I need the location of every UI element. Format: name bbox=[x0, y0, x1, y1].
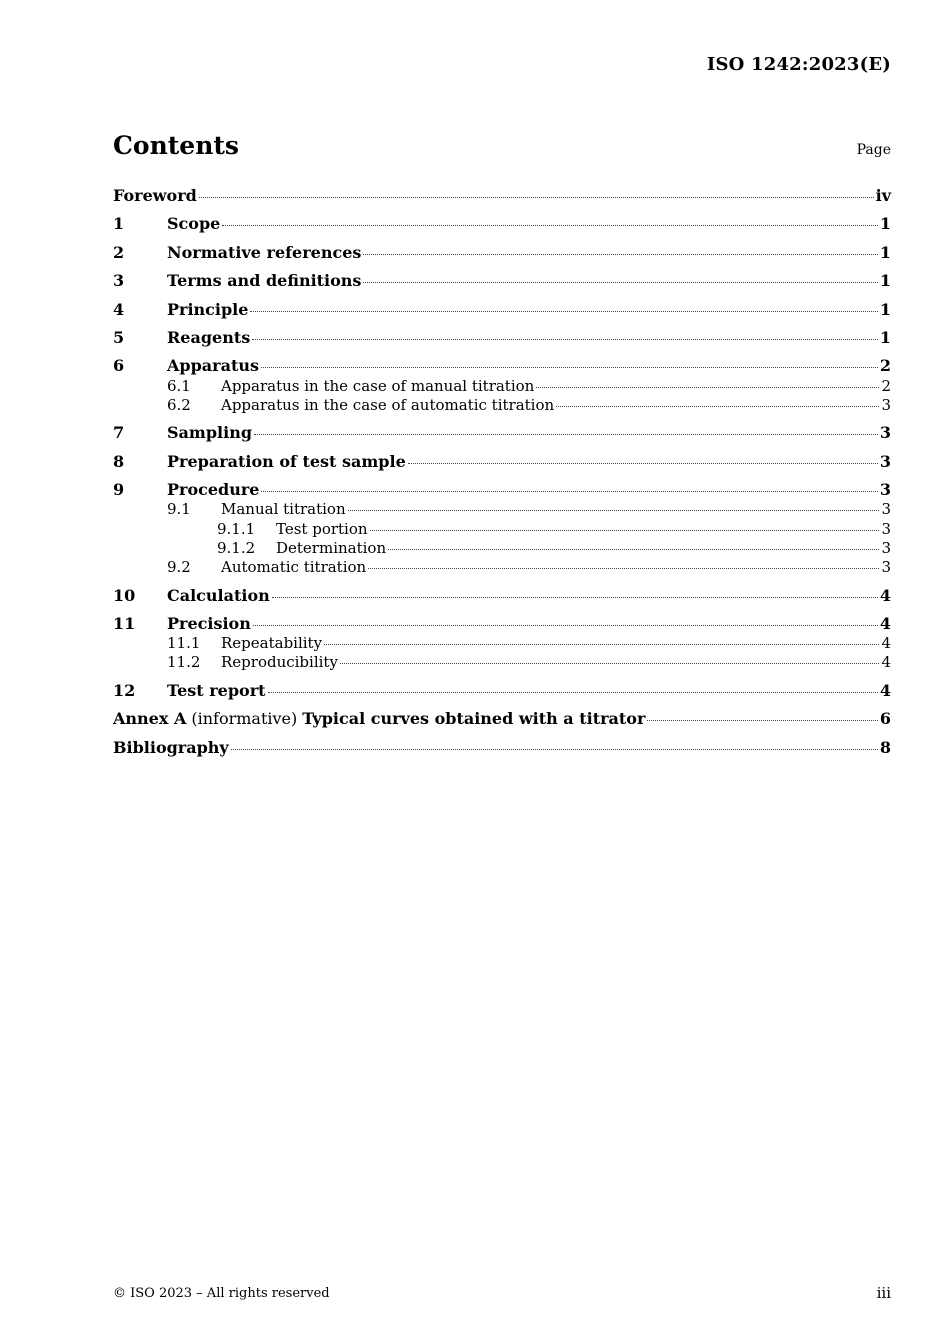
toc-entry-title: Calculation bbox=[167, 586, 270, 605]
toc-entry-page: 1 bbox=[879, 300, 891, 319]
toc-entry-page: 3 bbox=[879, 480, 891, 499]
toc-entry-reagents[interactable] bbox=[113, 328, 891, 350]
dot-leader bbox=[222, 225, 878, 226]
contents-title: Contents bbox=[113, 131, 240, 160]
toc-entry-number: 11.1 bbox=[167, 634, 201, 652]
toc-entry-title: Sampling bbox=[167, 423, 253, 442]
toc-entry-foreword[interactable] bbox=[113, 186, 891, 208]
dot-leader bbox=[536, 387, 879, 388]
toc-entry-number: 8 bbox=[113, 452, 125, 471]
toc-entry-page: 3 bbox=[881, 558, 891, 576]
document-id: ISO 1242:2023(E) bbox=[706, 54, 891, 75]
toc-entry-normative-references[interactable] bbox=[113, 243, 891, 265]
toc-entry-title: Principle bbox=[167, 300, 249, 319]
toc-entry-title: Reagents bbox=[167, 328, 251, 347]
toc-entry-page: 3 bbox=[879, 423, 891, 442]
toc-entry-number: 7 bbox=[113, 423, 125, 442]
dot-leader bbox=[408, 463, 878, 464]
toc-entry-number: 6.1 bbox=[167, 377, 191, 395]
toc-entry-number: 1 bbox=[113, 214, 125, 233]
toc-entry-title: Normative references bbox=[167, 243, 362, 262]
toc-entry-title: Terms and definitions bbox=[167, 271, 362, 290]
toc-entry-repeatability[interactable] bbox=[113, 634, 891, 653]
toc-entry-title: Automatic titration bbox=[221, 558, 367, 576]
toc-entry-title: Apparatus in the case of manual titration bbox=[221, 377, 535, 395]
toc-entry-number: 4 bbox=[113, 300, 125, 319]
toc-entry-number: 9.2 bbox=[167, 558, 191, 576]
dot-leader bbox=[370, 530, 880, 531]
toc-entry-title: Repeatability bbox=[221, 634, 323, 652]
toc-entry-principle[interactable] bbox=[113, 300, 891, 322]
toc-entry-title: Procedure bbox=[167, 480, 260, 499]
toc-entry-apparatus-automatic[interactable] bbox=[113, 396, 891, 415]
toc-entry-annex-a[interactable] bbox=[113, 709, 891, 731]
toc-entry-title: Determination bbox=[276, 539, 387, 557]
page-column-label: Page bbox=[856, 142, 891, 158]
toc-entry-number: 9.1.1 bbox=[217, 520, 256, 538]
toc-entry-terms-and-definitions[interactable] bbox=[113, 271, 891, 293]
dot-leader bbox=[261, 491, 877, 492]
toc-entry-page: 4 bbox=[881, 653, 891, 671]
toc-entry-title: Manual titration bbox=[221, 500, 346, 518]
toc-entry-number: 6 bbox=[113, 356, 125, 375]
toc-entry-test-report[interactable] bbox=[113, 681, 891, 703]
toc-entry-page: 1 bbox=[879, 328, 891, 347]
toc-entry-title: Reproducibility bbox=[221, 653, 338, 671]
toc-entry-number: 12 bbox=[113, 681, 136, 700]
toc-entry-page: 2 bbox=[879, 356, 891, 375]
toc-entry-precision[interactable] bbox=[113, 614, 891, 636]
toc-entry-page: 2 bbox=[881, 377, 891, 395]
toc-entry-page: 8 bbox=[879, 738, 891, 757]
toc-entry-page: 3 bbox=[881, 396, 891, 414]
toc-entry-preparation[interactable] bbox=[113, 452, 891, 474]
toc-entry-title: Test report bbox=[167, 681, 266, 700]
annex-label: Annex A bbox=[113, 709, 187, 728]
footer-copyright: © ISO 2023 – All rights reserved bbox=[113, 1286, 330, 1301]
dot-leader bbox=[250, 311, 877, 312]
toc-entry-number: 11 bbox=[113, 614, 136, 633]
toc-entry-page: 4 bbox=[881, 634, 891, 652]
toc-entry-apparatus-manual[interactable] bbox=[113, 377, 891, 396]
toc-entry-number: 2 bbox=[113, 243, 125, 262]
toc-entry-title: Apparatus in the case of automatic titration bbox=[221, 396, 555, 414]
dot-leader bbox=[647, 720, 877, 721]
toc-entry-calculation[interactable] bbox=[113, 586, 891, 608]
dot-leader bbox=[231, 749, 878, 750]
toc-entry-page: 3 bbox=[881, 500, 891, 518]
toc-entry-page: 4 bbox=[879, 614, 891, 633]
toc-entry-automatic-titration[interactable] bbox=[113, 558, 891, 577]
toc-entry-number: 11.2 bbox=[167, 653, 201, 671]
dot-leader bbox=[340, 663, 880, 664]
toc-entry-title: Foreword bbox=[113, 186, 197, 205]
dot-leader bbox=[254, 434, 878, 435]
toc-entry-number: 9.1 bbox=[167, 500, 191, 518]
toc-entry-title: Preparation of test sample bbox=[167, 452, 406, 471]
toc-entry-page: 1 bbox=[879, 271, 891, 290]
toc-entry-number: 5 bbox=[113, 328, 125, 347]
toc-entry-title: Apparatus bbox=[167, 356, 259, 375]
dot-leader bbox=[556, 406, 879, 407]
dot-leader bbox=[363, 254, 877, 255]
toc-entry-bibliography[interactable] bbox=[113, 738, 891, 760]
toc-entry-page: 1 bbox=[879, 214, 891, 233]
toc-entry-page: iv bbox=[875, 186, 891, 205]
annex-qualifier: (informative) bbox=[191, 709, 298, 728]
toc-entry-title: Bibliography bbox=[113, 738, 229, 757]
dot-leader bbox=[268, 692, 878, 693]
toc-entry-number: 9 bbox=[113, 480, 125, 499]
toc-entry-page: 3 bbox=[881, 520, 891, 538]
toc-entry-number: 6.2 bbox=[167, 396, 191, 414]
dot-leader bbox=[253, 625, 878, 626]
toc-entry-procedure[interactable] bbox=[113, 480, 891, 502]
toc-entry-determination[interactable] bbox=[113, 539, 891, 558]
toc-entry-manual-titration[interactable] bbox=[113, 500, 891, 519]
toc-entry-sampling[interactable] bbox=[113, 423, 891, 445]
toc-entry-page: 1 bbox=[879, 243, 891, 262]
toc-entry-title: Test portion bbox=[276, 520, 368, 538]
dot-leader bbox=[272, 597, 878, 598]
dot-leader bbox=[261, 367, 878, 368]
dot-leader bbox=[252, 339, 878, 340]
dot-leader bbox=[348, 510, 880, 511]
toc-entry-page: 4 bbox=[879, 586, 891, 605]
toc-entry-scope[interactable] bbox=[113, 214, 891, 236]
toc-entry-reproducibility[interactable] bbox=[113, 653, 891, 672]
dot-leader bbox=[324, 644, 879, 645]
toc-entry-title: Scope bbox=[167, 214, 221, 233]
annex-title: Typical curves obtained with a titrator bbox=[302, 709, 646, 728]
toc-entry-page: 3 bbox=[879, 452, 891, 471]
toc-entry-title: Precision bbox=[167, 614, 251, 633]
toc-entry-test-portion[interactable] bbox=[113, 520, 891, 539]
toc-entry-apparatus[interactable] bbox=[113, 356, 891, 378]
dot-leader bbox=[199, 197, 874, 198]
toc-entry-page: 6 bbox=[879, 709, 891, 728]
toc-entry-page: 3 bbox=[881, 539, 891, 557]
toc-entry-number: 10 bbox=[113, 586, 136, 605]
toc-entry-number: 3 bbox=[113, 271, 125, 290]
dot-leader bbox=[363, 282, 877, 283]
dot-leader bbox=[368, 568, 879, 569]
dot-leader bbox=[388, 549, 879, 550]
toc-entry-number: 9.1.2 bbox=[217, 539, 256, 557]
toc-entry-page: 4 bbox=[879, 681, 891, 700]
footer-page-number: iii bbox=[876, 1284, 891, 1302]
